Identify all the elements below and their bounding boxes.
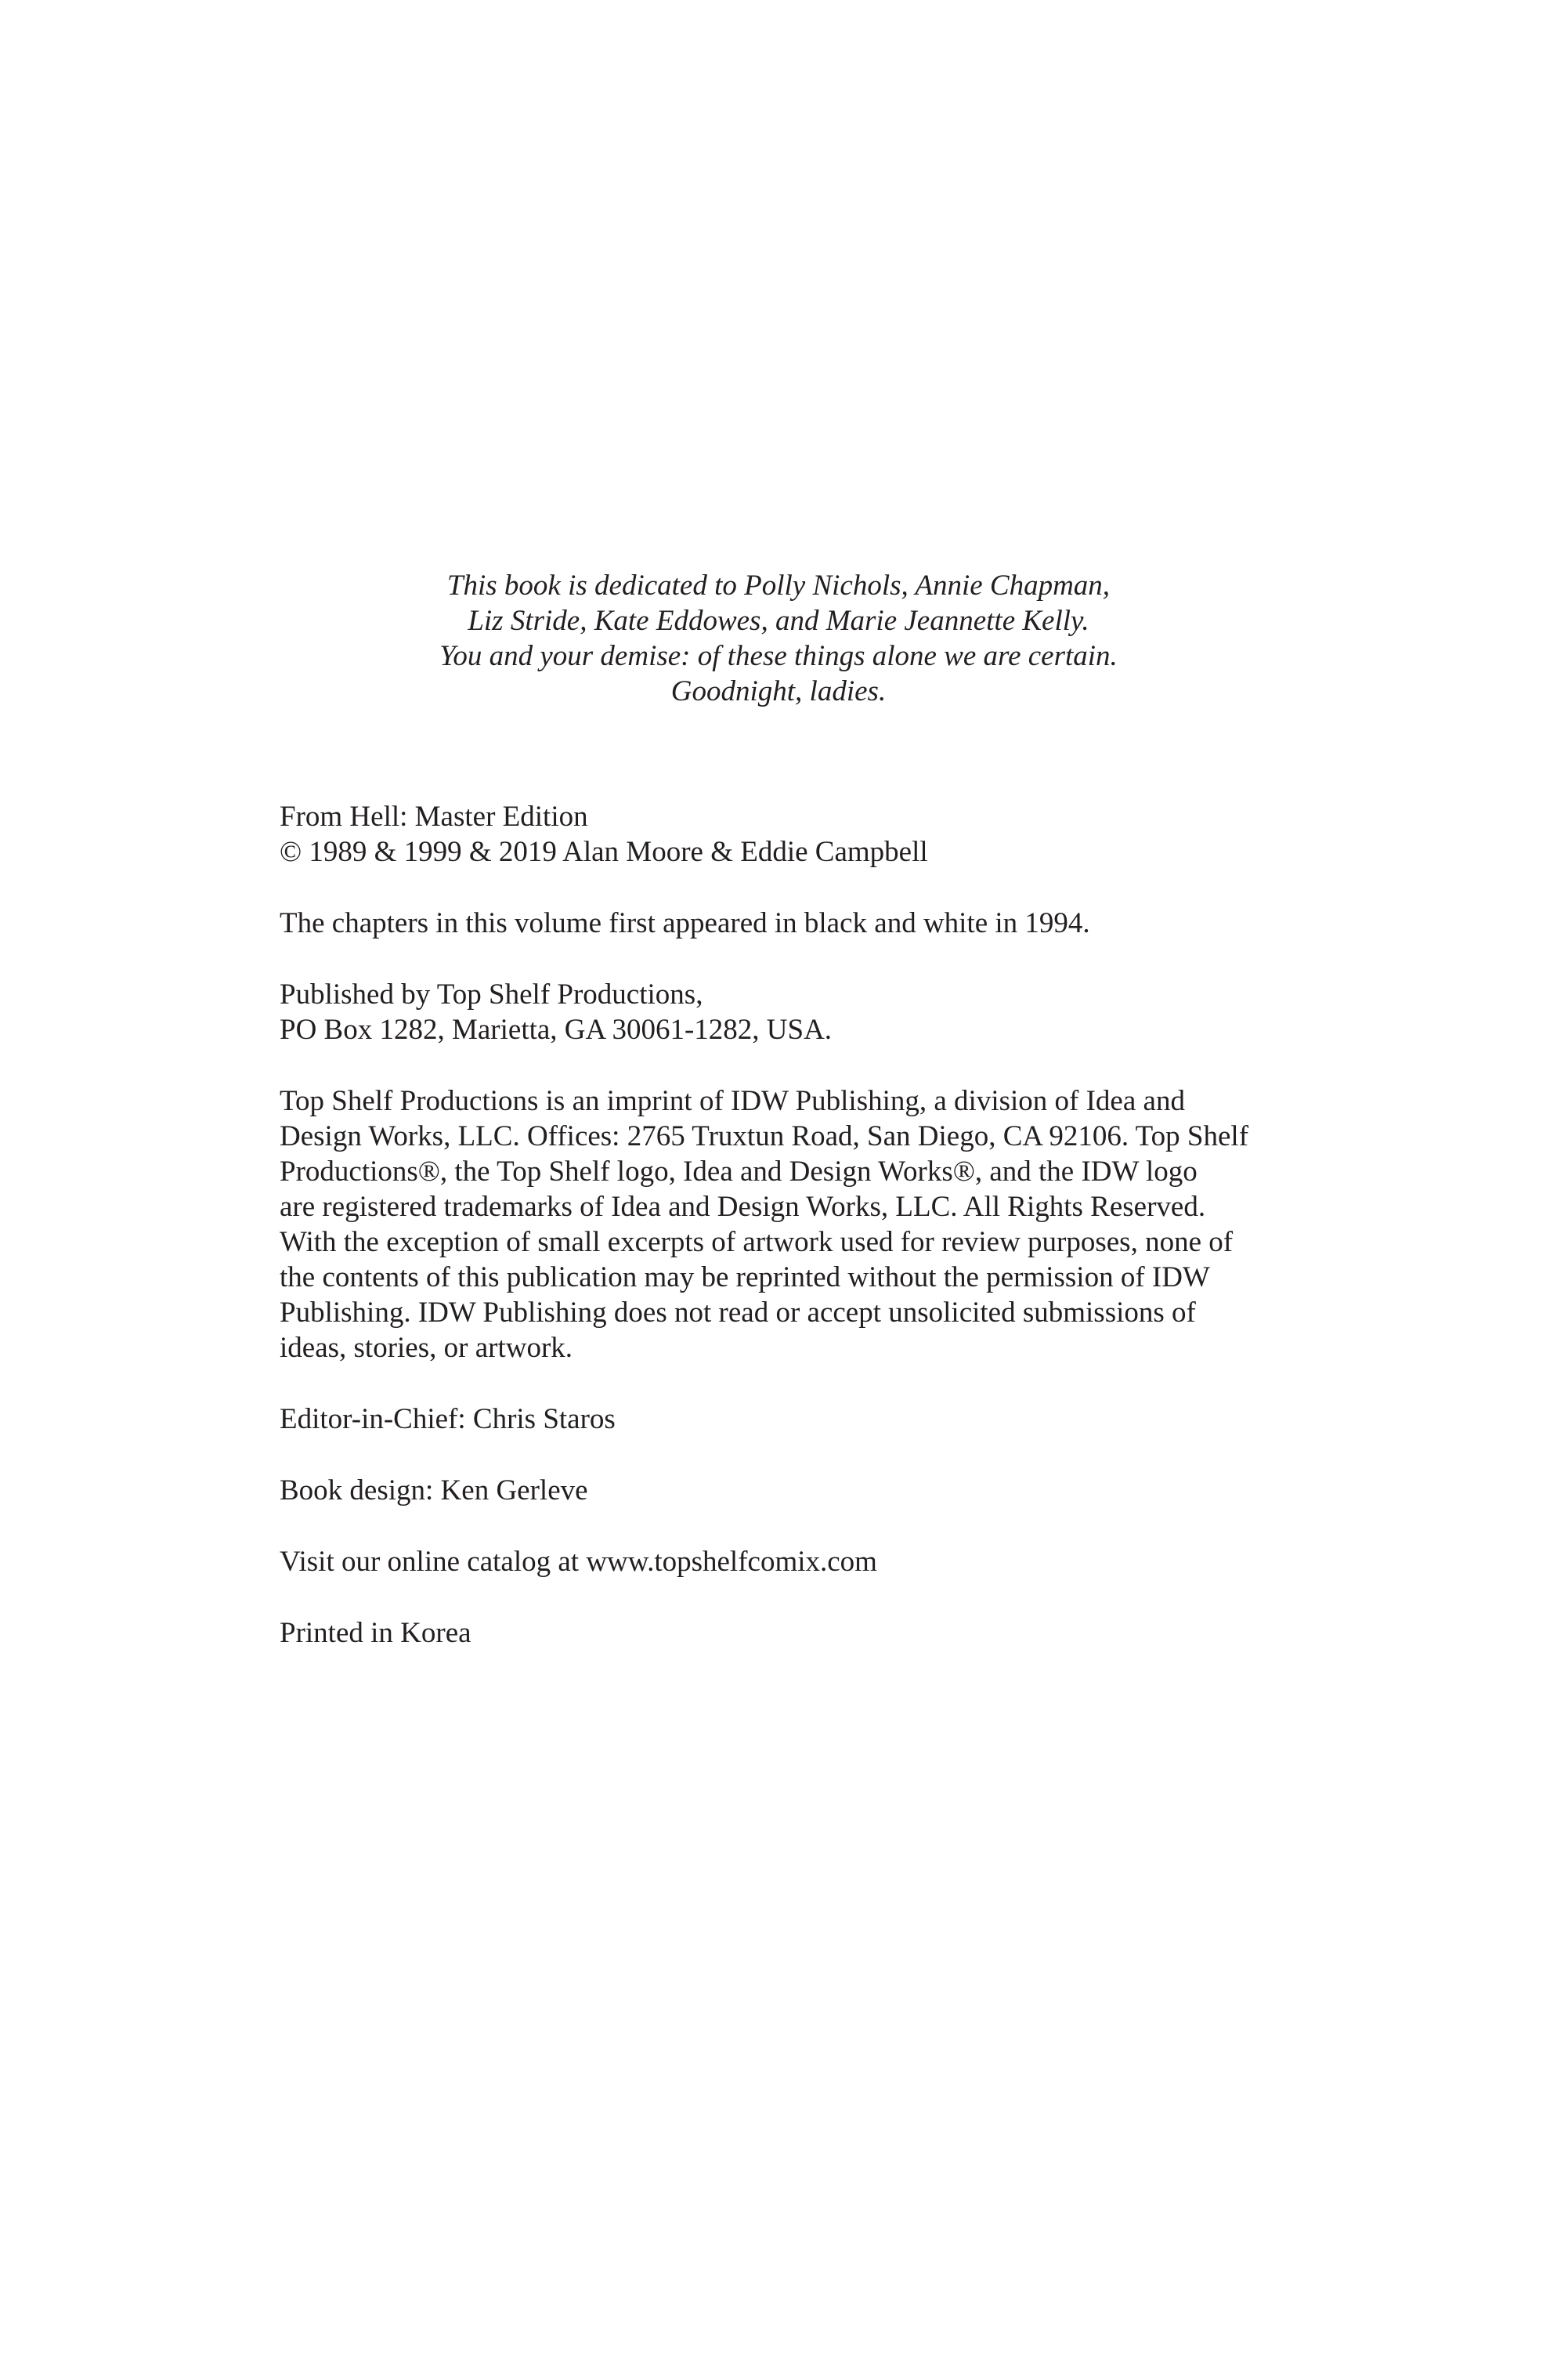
first-appeared-note	[280, 906, 1313, 941]
legal-line: Design Works, LLC. Offices: 2765 Truxtun Road, San Diego, CA 92106. Top Shelf	[280, 1120, 1249, 1152]
legal-line: Top Shelf Productions is an imprint of IDW Publishing, a division of Idea and	[280, 1085, 1185, 1117]
printed-note	[280, 1615, 1313, 1651]
design-credit	[280, 1473, 1313, 1508]
publisher-name: Published by Top Shelf Productions,	[280, 978, 703, 1011]
publisher-info	[280, 977, 1313, 1047]
dedication-line: Liz Stride, Kate Eddowes, and Marie Jeannette Kelly.	[468, 605, 1089, 637]
catalog-text: Visit our online catalog at www.topshelfcomix.com	[280, 1546, 877, 1578]
legal-line: the contents of this publication may be reprinted without the permission of IDW	[280, 1261, 1210, 1293]
publisher-address: PO Box 1282, Marietta, GA 30061-1282, USA.	[280, 1014, 833, 1046]
catalog-note	[280, 1544, 1313, 1579]
legal-notice	[280, 1083, 1313, 1365]
book-title: From Hell: Master Edition	[280, 801, 588, 833]
editor-credit	[280, 1402, 1313, 1437]
editor-text: Editor-in-Chief: Chris Staros	[280, 1403, 616, 1435]
copyright-line: © 1989 & 1999 & 2019 Alan Moore & Eddie Campbell	[280, 836, 928, 868]
design-text: Book design: Ken Gerleve	[280, 1474, 588, 1506]
printed-text: Printed in Korea	[280, 1617, 471, 1649]
dedication-line: Goodnight, ladies.	[670, 675, 887, 707]
dedication-line: You and your demise: of these things alone we are certain.	[439, 640, 1118, 672]
title-block	[280, 799, 1313, 870]
legal-line: Productions®, the Top Shelf logo, Idea and Design Works®, and the IDW logo	[280, 1156, 1198, 1188]
legal-line: Publishing. IDW Publishing does not read or accept unsolicited submissions of	[280, 1297, 1196, 1329]
dedication-line: This book is dedicated to Polly Nichols, Annie Chapman,	[446, 570, 1111, 602]
colophon	[280, 799, 1313, 1651]
legal-line: ideas, stories, or artwork.	[280, 1332, 573, 1364]
dedication	[0, 568, 1557, 709]
legal-line: With the exception of small excerpts of artwork used for review purposes, none of	[280, 1226, 1234, 1258]
legal-line: are registered trademarks of Idea and Design Works, LLC. All Rights Reserved.	[280, 1191, 1206, 1223]
first-appeared-text: The chapters in this volume first appeared in black and white in 1994.	[280, 907, 1090, 939]
